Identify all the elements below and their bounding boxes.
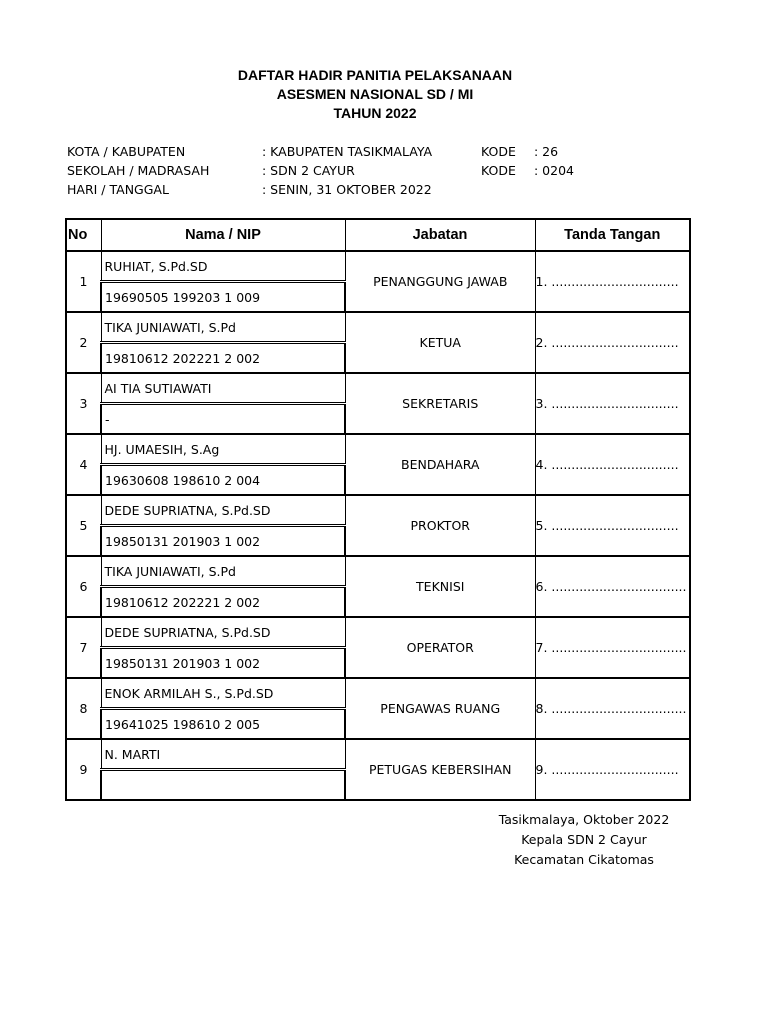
signature-line: 1. ................................ — [535, 251, 690, 312]
table-row — [66, 251, 690, 282]
member-nip: 19641025 198610 2 005 — [101, 709, 345, 740]
table-row — [66, 739, 690, 770]
member-position: OPERATOR — [345, 617, 535, 678]
member-nip: 19850131 201903 1 002 — [101, 526, 345, 557]
signature-line: 7. .................................. — [535, 617, 690, 678]
header-ttd: Tanda Tangan — [535, 219, 690, 251]
member-name: TIKA JUNIAWATI, S.Pd — [101, 556, 345, 587]
member-name: AI TIA SUTIAWATI — [101, 373, 345, 404]
header-jabatan: Jabatan — [345, 219, 535, 251]
member-name: DEDE SUPRIATNA, S.Pd.SD — [101, 495, 345, 526]
table-row — [66, 678, 690, 709]
kota-label: KOTA / KABUPATEN — [67, 144, 186, 159]
table-row — [66, 617, 690, 648]
signature-line: 9. ................................ — [535, 739, 690, 800]
kode2-value: : 0204 — [534, 163, 574, 178]
signature-line: 6. .................................. — [535, 556, 690, 617]
signature-title: Kepala SDN 2 Cayur — [521, 832, 647, 847]
signature-line: 2. ................................ — [535, 312, 690, 373]
member-name: N. MARTI — [101, 739, 345, 770]
member-position: PETUGAS KEBERSIHAN — [345, 739, 535, 800]
member-nip: - — [101, 404, 345, 435]
row-number: 6 — [66, 556, 101, 617]
row-number: 3 — [66, 373, 101, 434]
kode1-value: : 26 — [534, 144, 559, 159]
kode2-label: KODE — [481, 163, 516, 178]
row-number: 1 — [66, 251, 101, 312]
member-position: SEKRETARIS — [345, 373, 535, 434]
signature-place-date: Tasikmalaya, Oktober 2022 — [498, 812, 670, 827]
signature-line: 4. ................................ — [535, 434, 690, 495]
kota-value: : KABUPATEN TASIKMALAYA — [262, 144, 433, 159]
member-nip: 19810612 202221 2 002 — [101, 587, 345, 618]
table-header-row — [66, 219, 690, 251]
member-name: RUHIAT, S.Pd.SD — [101, 251, 345, 282]
member-name: TIKA JUNIAWATI, S.Pd — [101, 312, 345, 343]
member-name: HJ. UMAESIH, S.Ag — [101, 434, 345, 465]
member-nip — [101, 770, 345, 801]
header-no: No — [66, 219, 101, 251]
row-number: 4 — [66, 434, 101, 495]
document-title-line2: ASESMEN NASIONAL SD / MI — [276, 86, 474, 102]
kode1-label: KODE — [481, 144, 516, 159]
member-nip: 19810612 202221 2 002 — [101, 343, 345, 374]
sekolah-label: SEKOLAH / MADRASAH — [67, 163, 210, 178]
row-number: 9 — [66, 739, 101, 800]
member-position: PENANGGUNG JAWAB — [345, 251, 535, 312]
row-number: 5 — [66, 495, 101, 556]
table-row — [66, 495, 690, 526]
hari-value: : SENIN, 31 OKTOBER 2022 — [262, 182, 432, 197]
member-name: DEDE SUPRIATNA, S.Pd.SD — [101, 617, 345, 648]
attendance-table — [65, 218, 691, 801]
signature-line: 8. .................................. — [535, 678, 690, 739]
table-row — [66, 312, 690, 343]
member-nip: 19690505 199203 1 009 — [101, 282, 345, 313]
table-row — [66, 373, 690, 404]
member-nip: 19850131 201903 1 002 — [101, 648, 345, 679]
member-position: PROKTOR — [345, 495, 535, 556]
member-position: TEKNISI — [345, 556, 535, 617]
signature-line: 3. ................................ — [535, 373, 690, 434]
row-number: 2 — [66, 312, 101, 373]
table-row — [66, 434, 690, 465]
hari-label: HARI / TANGGAL — [67, 182, 169, 197]
member-position: KETUA — [345, 312, 535, 373]
sekolah-value: : SDN 2 CAYUR — [262, 163, 355, 178]
header-nama: Nama / NIP — [101, 219, 345, 251]
signature-line: 5. ................................ — [535, 495, 690, 556]
row-number: 7 — [66, 617, 101, 678]
signature-district: Kecamatan Cikatomas — [514, 852, 654, 867]
member-nip: 19630608 198610 2 004 — [101, 465, 345, 496]
document-title-line1: DAFTAR HADIR PANITIA PELAKSANAAN — [237, 67, 513, 83]
member-position: PENGAWAS RUANG — [345, 678, 535, 739]
document-title-line3: TAHUN 2022 — [333, 105, 417, 121]
member-position: BENDAHARA — [345, 434, 535, 495]
row-number: 8 — [66, 678, 101, 739]
member-name: ENOK ARMILAH S., S.Pd.SD — [101, 678, 345, 709]
table-row — [66, 556, 690, 587]
